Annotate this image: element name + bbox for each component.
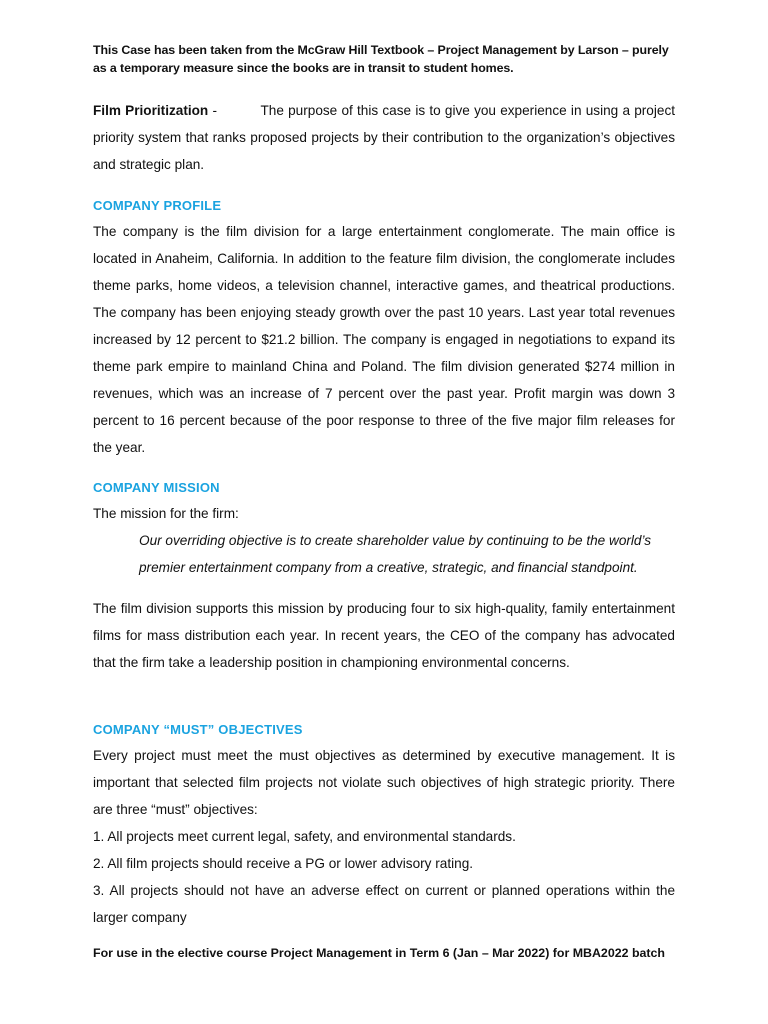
must-objectives-heading: COMPANY “MUST” OBJECTIVES bbox=[93, 722, 303, 737]
course-footer: For use in the elective course Project Management in Term 6 (Jan – Mar 2022) for MBA2022 batch bbox=[93, 946, 665, 960]
mission-quote-line-2: premier entertainment company from a creative, strategic, and financial standpoint. bbox=[139, 560, 638, 575]
must-objectives-text: Every project must meet the must objectives as determined by executive management. It is important that selected film projects not violate such objectives of high strategic priority. There are three “must” objectives: bbox=[93, 748, 675, 817]
source-note-line-1: This Case has been taken from the McGraw Hill Textbook – Project Management by Larson – purely bbox=[93, 43, 669, 57]
intro-text: The purpose of this case is to give you experience in using a project priority system that ranks proposed projects by their contribution to the organization’s objectives and strategic plan. bbox=[93, 103, 676, 172]
must-objective-item: 2. All film projects should receive a PG or lower advisory rating. bbox=[93, 856, 474, 871]
mission-quote bbox=[139, 527, 679, 581]
mission-lead bbox=[93, 500, 675, 527]
case-title: Film Prioritization bbox=[93, 103, 209, 118]
must-objectives-section bbox=[93, 742, 675, 931]
must-objective-item: 3. All projects should not have an adverse effect on current or planned operations within the larger company bbox=[93, 883, 675, 925]
company-profile-section bbox=[93, 218, 675, 461]
mission-quote-line-1: Our overriding objective is to create shareholder value by continuing to be the world’s bbox=[139, 533, 652, 548]
mission-support bbox=[93, 595, 675, 676]
company-profile-text: The company is the film division for a large entertainment conglomerate. The main office is located in Anaheim, California. In addition to the feature film division, the conglomerate includes theme parks, home videos, a television channel, interactive games, and theatrical productions. The company has been enjoying steady growth over the past 10 years. Last year total revenues increased by 12 percent to $21.2 billion. The company is engaged in negotiations to expand its theme park empire to mainland China and Poland. The film division generated $274 million in revenues, which was an increase of 7 percent over the past year. Profit margin was down 3 percent to 16 percent because of the poor response to three of the five major film releases for the year. bbox=[93, 224, 675, 455]
title-separator: - bbox=[212, 103, 218, 118]
source-note bbox=[93, 41, 693, 77]
source-note-line-2: as a temporary measure since the books are in transit to student homes. bbox=[93, 61, 514, 75]
company-mission-heading: COMPANY MISSION bbox=[93, 480, 220, 495]
company-profile-heading: COMPANY PROFILE bbox=[93, 198, 222, 213]
must-objective-item: 1. All projects meet current legal, safety, and environmental standards. bbox=[93, 829, 516, 844]
mission-support-text: The film division supports this mission by producing four to six high-quality, family entertainment films for mass distribution each year. In recent years, the CEO of the company has advocated that the firm take a leadership position in championing environmental concerns. bbox=[93, 601, 675, 670]
mission-lead-text: The mission for the firm: bbox=[93, 506, 239, 521]
intro-paragraph bbox=[93, 97, 675, 178]
